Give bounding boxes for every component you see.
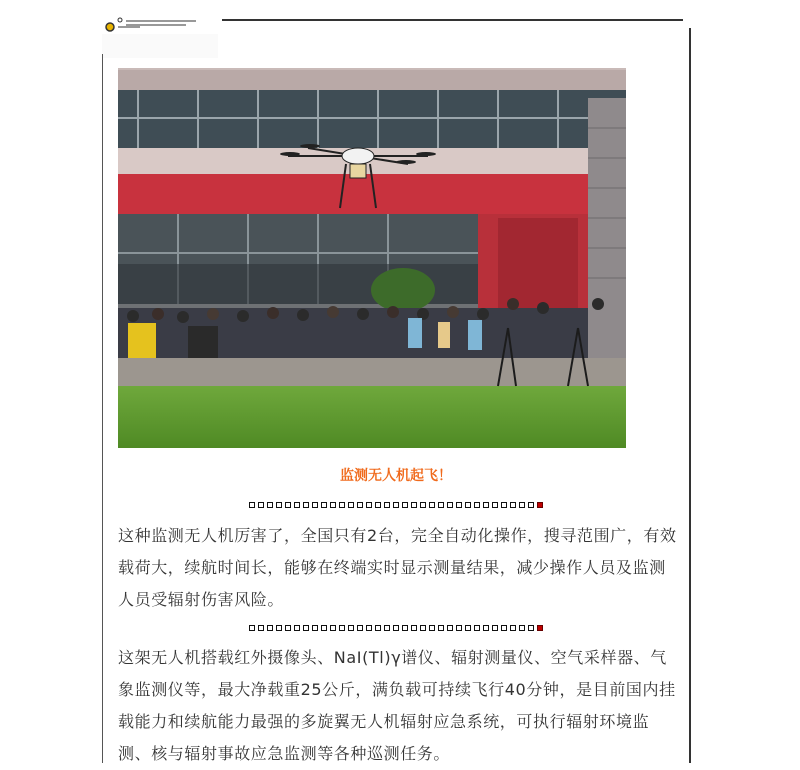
frame-border-left <box>102 54 103 763</box>
frame-border-right <box>689 28 691 763</box>
header-ornament-icon <box>100 10 220 58</box>
paragraph-1: 这种监测无人机厉害了，全国只有2台，完全自动化操作，搜寻范围广，有效载荷大，续航时间长，能够在终端实时显示测量结果，减少操作人员及监测人员受辐射伤害风险。 <box>118 526 677 609</box>
drone-photo <box>118 68 626 448</box>
dotted-divider <box>118 623 674 633</box>
photo-caption: 监测无人机起飞！ <box>340 468 452 484</box>
header-rule <box>222 19 683 21</box>
paragraph-2: 这架无人机搭载红外摄像头、NaI(Tl)γ谱仪、辐射测量仪、空气采样器、气象监测仪等，最大净载重25公斤，满负载可持续飞行40分钟，是目前国内挂载能力和续航能力最强的多旋翼无人机辐射应急系统，可执行辐射环境监测、核与辐射事故应急监测等各种巡测任务。 <box>118 648 676 763</box>
dotted-divider <box>118 500 674 510</box>
